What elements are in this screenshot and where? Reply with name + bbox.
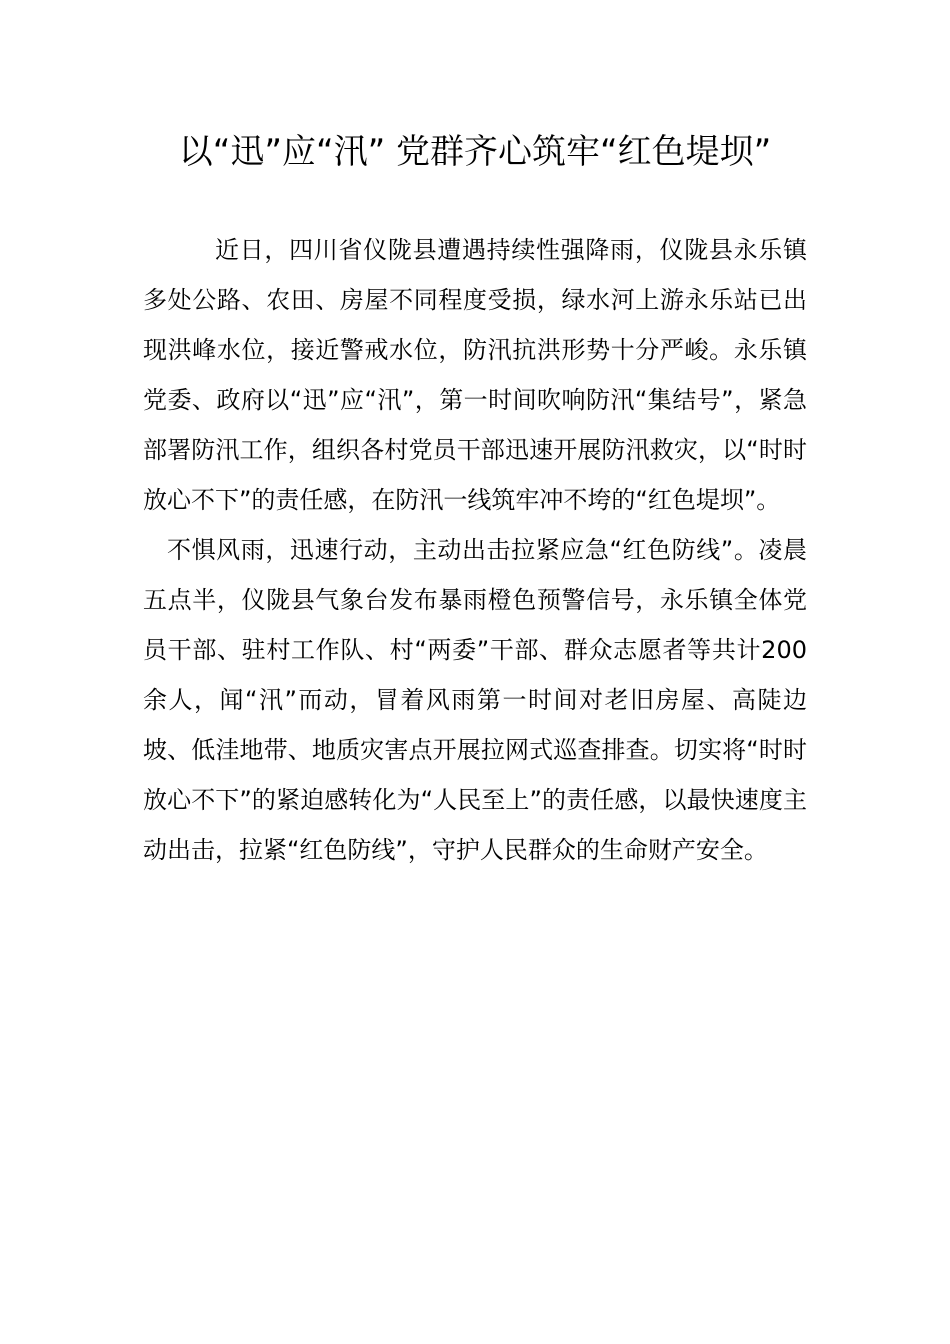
paragraph-2: 不惧风雨，迅速行动，主动出击拉紧应急“红色防线”。凌晨五点半，仪陇县气象台发布暴雨橙色预警信号，永乐镇全体党员干部、驻村工作队、村“两委”干部、群众志愿者等共计200余人，闻“汛”而动，冒着风雨第一时间对老旧房屋、高陡边坡、低洼地带、地质灾害点开展拉网式巡查排查。切实将“时时放心不下”的紧迫感转化为“人民至上”的责任感，以最快速度主动出击，拉紧“红色防线”，守护人民群众的生命财产安全。: [143, 536, 807, 864]
document-body: [143, 225, 807, 875]
paragraph-1: 近日，四川省仪陇县遭遇持续性强降雨，仪陇县永乐镇多处公路、农田、房屋不同程度受损，绿水河上游永乐站已出现洪峰水位，接近警戒水位，防汛抗洪形势十分严峻。永乐镇党委、政府以“迅”应“汛”，第一时间吹响防汛“集结号”，紧急部署防汛工作，组织各村党员干部迅速开展防汛救灾，以“时时放心不下”的责任感，在防汛一线筑牢冲不垮的“红色堤坝”。: [143, 236, 807, 514]
document-title: 以“迅”应“汛” 党群齐心筑牢“红色堤坝”: [178, 132, 772, 172]
